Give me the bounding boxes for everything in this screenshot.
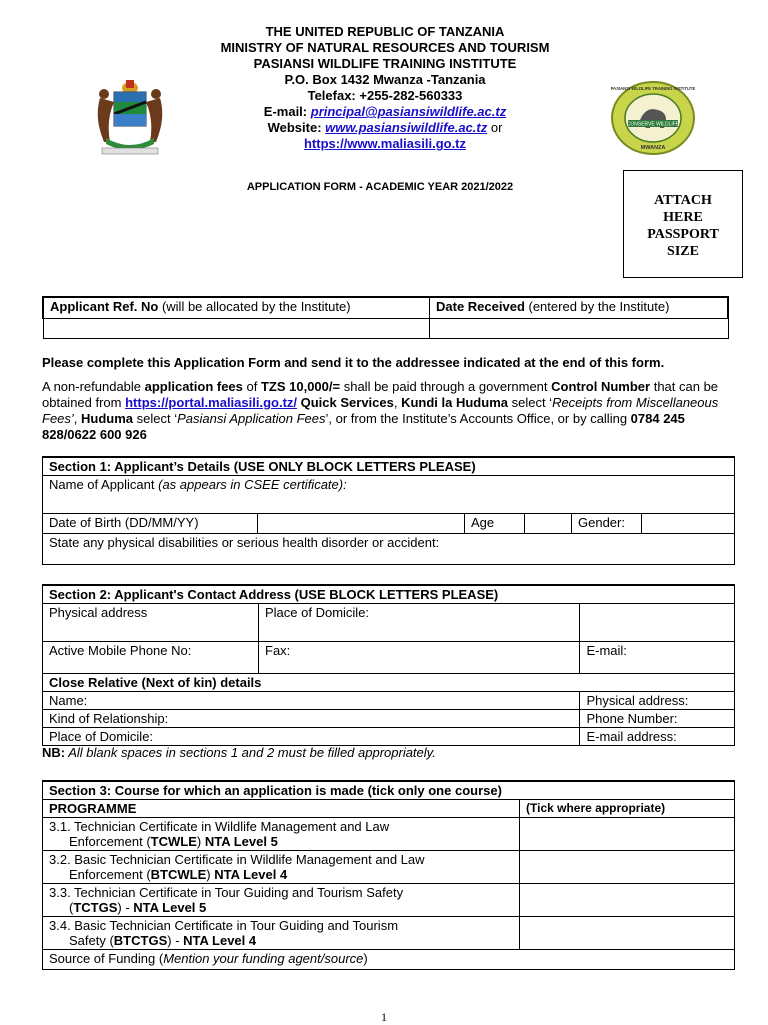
physical-address-field[interactable]: Physical address [43,604,259,642]
course-row: 3.1. Technician Certificate in Wildlife Management and Law Enforcement (TCWLE) NTA Level 5 [43,818,520,851]
age-label: Age [465,514,525,534]
date-received-header: Date Received (entered by the Institute) [430,297,729,318]
date-received-field[interactable] [430,318,729,338]
seal-bottom-text: MWANZA [640,145,666,151]
seal-top-text: PASIANSI WILDLIFE TRAINING INSTITUTE [610,86,696,91]
gender-field[interactable] [642,514,735,534]
section2-table [42,584,735,746]
dob-label: Date of Birth (DD/MM/YY) [43,514,258,534]
photo-box-line: PASSPORT [647,227,719,242]
header-telefax: Telefax: +255-282-560333 [307,88,463,103]
kin-name-field[interactable]: Name: [43,692,580,710]
header-email-line [150,104,620,120]
funding-source-field[interactable]: Source of Funding (Mention your funding agent/source) [43,950,735,970]
section3-table [42,780,735,970]
seal-band-text: CONSERVE WILDLIFE [626,121,680,128]
ref-no-field[interactable] [43,318,430,338]
domicile-field[interactable]: Place of Domicile: [259,604,580,642]
course-tick-box[interactable] [520,818,735,851]
photo-box-line: HERE [663,210,703,225]
mobile-field[interactable]: Active Mobile Phone No: [43,642,259,674]
nb-note: NB: All blank spaces in sections 1 and 2 must be filled appropriately. [42,745,436,760]
course-tick-box[interactable] [520,851,735,884]
disability-field[interactable]: State any physical disabilities or serious health disorder or accident: [43,534,735,565]
programme-header: PROGRAMME [43,800,520,818]
header-republic: THE UNITED REPUBLIC OF TANZANIA [265,24,505,39]
kin-phone-field[interactable]: Phone Number: [580,710,735,728]
reference-table [42,296,729,339]
course-row: 3.2. Basic Technician Certificate in Wildlife Management and Law Enforcement (BTCWLE) NTA Level 4 [43,851,520,884]
email-label: E-mail: [263,104,308,119]
applicant-name-field[interactable]: Name of Applicant (as appears in CSEE certificate): [43,476,735,514]
next-of-kin-title: Close Relative (Next of kin) details [43,674,735,692]
header-address: P.O. Box 1432 Mwanza -Tanzania [284,72,486,87]
gender-label: Gender: [572,514,642,534]
course-row: 3.4. Basic Technician Certificate in Tour Guiding and Tourism Safety (BTCTGS) - NTA Level 4 [43,917,520,950]
instructions [42,355,732,451]
or-text: or [490,120,503,135]
form-title: APPLICATION FORM - ACADEMIC YEAR 2021/2022 [246,181,514,193]
section1-title: Section 1: Applicant’s Details (USE ONLY BLOCK LETTERS PLEASE) [43,457,735,476]
course-tick-box[interactable] [520,917,735,950]
domicile-extra-field[interactable] [580,604,735,642]
letterhead [150,24,620,152]
kin-relationship-field[interactable]: Kind of Relationship: [43,710,580,728]
photo-box-line: SIZE [667,244,699,259]
email-field[interactable]: E-mail: [580,642,735,674]
website-link[interactable]: www.pasiansiwildlife.ac.tz [325,120,488,135]
website-label: Website: [267,120,322,135]
course-tick-box[interactable] [520,884,735,917]
ref-no-header: Applicant Ref. No (will be allocated by the Institute) [43,297,430,318]
header-ministry: MINISTRY OF NATURAL RESOURCES AND TOURISM [220,40,550,55]
instruction-heading: Please complete this Application Form and send it to the addressee indicated at the end of this form. [42,355,665,370]
course-row: 3.3. Technician Certificate in Tour Guiding and Tourism Safety (TCTGS) - NTA Level 5 [43,884,520,917]
tick-header: (Tick where appropriate) [520,800,735,818]
email-link[interactable]: principal@pasiansiwildlife.ac.tz [310,104,507,119]
header-institute: PASIANSI WILDLIFE TRAINING INSTITUTE [253,56,517,71]
fees-paragraph: A non-refundable application fees of TZS 10,000/= shall be paid through a government Control Number that can be obtained from https://portal.maliasili.go.tz/ Quick Services, Kundi la Huduma select ‘Receipts from Miscellaneous Fees’, Huduma select ‘Pasiansi Application Fees’, or from the Institute’s Accounts Office, or by calling 0784 245 828/0622 600 926 [42,379,719,442]
portal-link[interactable]: https://portal.maliasili.go.tz/ [125,395,298,410]
dob-field[interactable] [258,514,465,534]
fax-field[interactable]: Fax: [259,642,580,674]
age-field[interactable] [525,514,572,534]
kin-domicile-field[interactable]: Place of Domicile: [43,728,580,746]
section2-title: Section 2: Applicant's Contact Address (USE BLOCK LETTERS PLEASE) [43,585,735,604]
kin-physical-address-field[interactable]: Physical address: [580,692,735,710]
website2-link[interactable]: https://www.maliasili.go.tz [303,136,467,151]
header-website-line [150,120,620,136]
page-number: 1 [381,1010,387,1024]
photo-box-line: ATTACH [654,193,712,208]
institute-seal-icon [610,80,696,156]
section1-table [42,456,735,565]
passport-photo-box [623,170,743,278]
kin-email-field[interactable]: E-mail address: [580,728,735,746]
section3-title: Section 3: Course for which an application is made (tick only one course) [43,781,735,800]
